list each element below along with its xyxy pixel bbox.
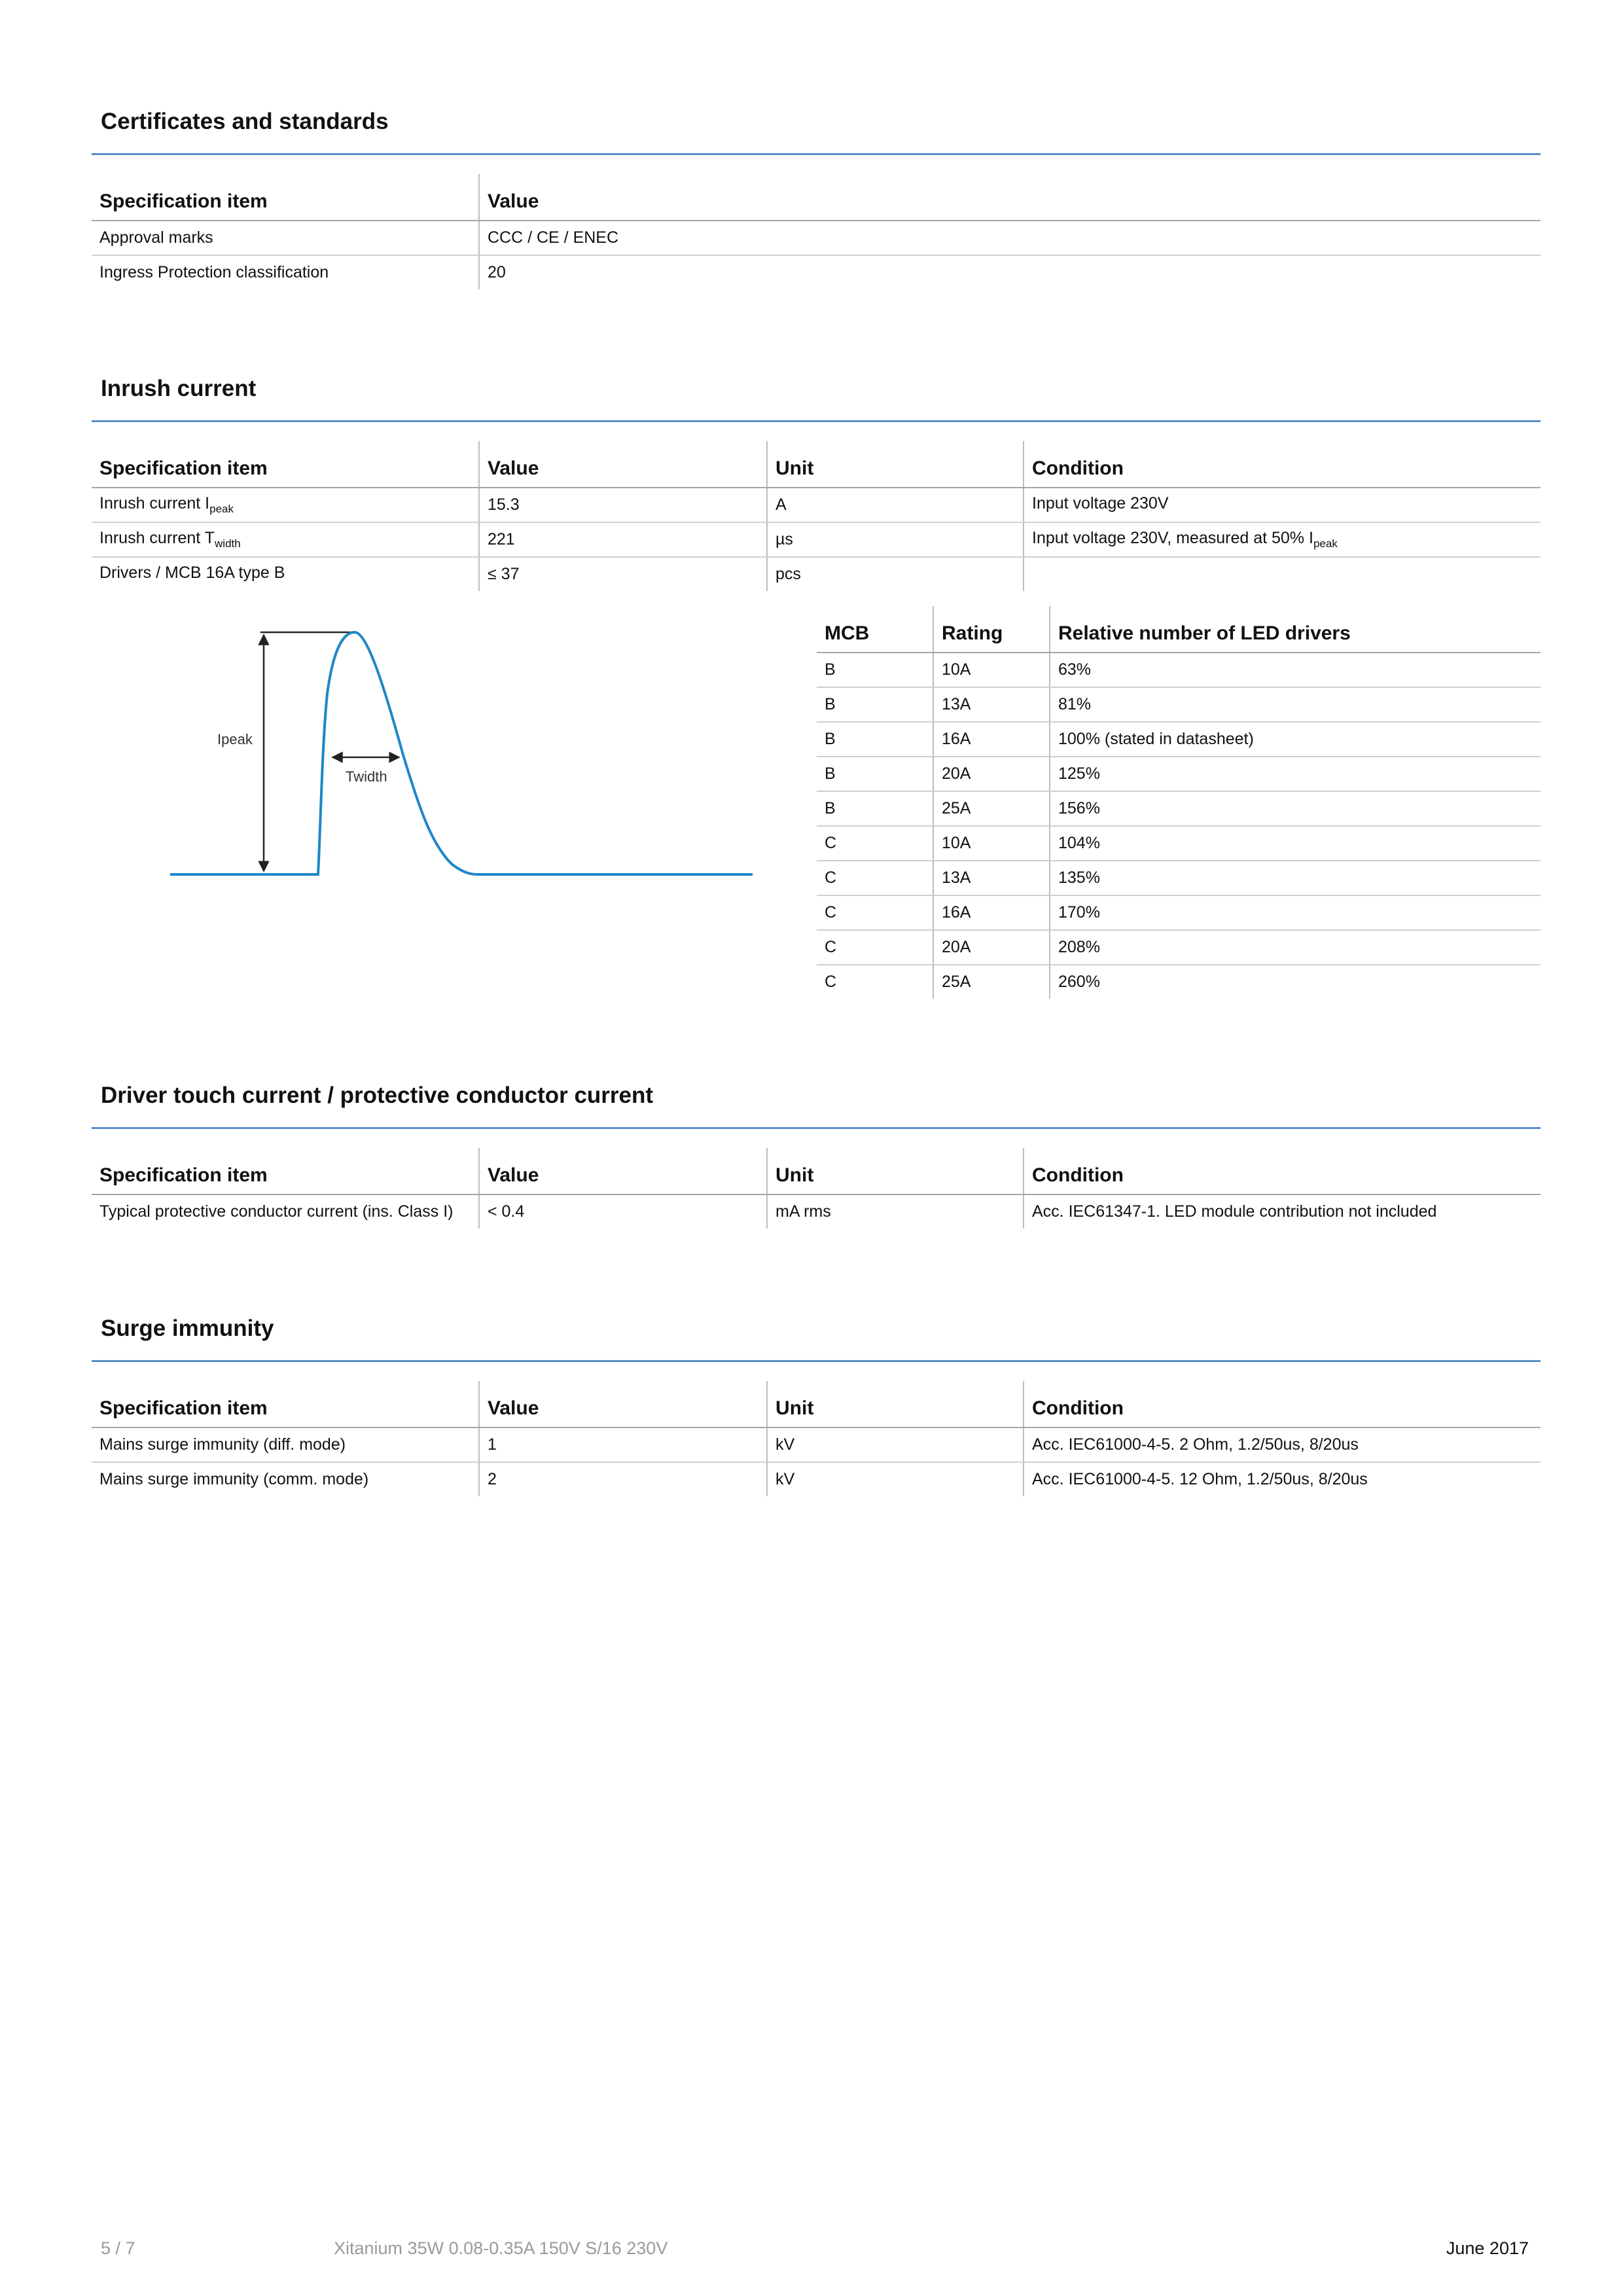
table-row [817,653,1541,687]
header-specification-item: Specification item [92,441,479,488]
table-header-row [92,1381,1541,1427]
cell-mcb: C [817,861,933,895]
cell-mcb: B [817,757,933,791]
cell-value: 15.3 [479,488,767,522]
table-row [817,826,1541,861]
header-mcb: MCB [817,606,933,653]
cell-rating: 10A [933,653,1050,687]
cell-rating: 16A [933,722,1050,757]
cell-unit: kV [767,1462,1024,1496]
section-divider [92,1360,1541,1362]
table-header-row [817,606,1541,653]
cell-unit: µs [767,522,1024,557]
cell-rating: 10A [933,826,1050,861]
cell-value: 221 [479,522,767,557]
cell-value: CCC / CE / ENEC [479,221,1541,255]
cell-rating: 20A [933,757,1050,791]
cell-relative: 208% [1050,930,1541,965]
cell-mcb: B [817,653,933,687]
cell-relative: 81% [1050,687,1541,722]
header-specification-item: Specification item [92,174,479,221]
header-value: Value [479,441,767,488]
certificates-table [92,174,1541,289]
cell-condition: Input voltage 230V [1024,488,1541,522]
table-row [92,1462,1541,1496]
table-row [92,522,1541,557]
header-condition: Condition [1024,1148,1541,1194]
cell-mcb: B [817,722,933,757]
cell-unit: pcs [767,557,1024,591]
header-value: Value [479,174,1541,221]
cell-relative: 63% [1050,653,1541,687]
subscript: peak [209,503,234,515]
cell-item: Inrush current $I_{peak}$ [92,488,479,522]
cell-item: Approval marks [92,221,479,255]
cell-relative: 100% (stated in datasheet) [1050,722,1541,757]
cell-unit: A [767,488,1024,522]
footer-product-name: Xitanium 35W 0.08-0.35A 150V S/16 230V [334,2238,668,2258]
cell-item: Mains surge immunity (comm. mode) [99,1470,369,1488]
section-divider [92,420,1541,422]
table-row [817,861,1541,895]
cell-rating: 16A [933,895,1050,930]
cell-relative: 156% [1050,791,1541,826]
table-header-row [92,174,1541,221]
header-condition: Condition [1024,441,1541,488]
table-row [817,687,1541,722]
header-value: Value [479,1381,767,1427]
footer-date: June 2017 [1446,2238,1529,2258]
waveform-curve [170,632,753,874]
cell-relative: 125% [1050,757,1541,791]
cell-value: 20 [479,255,1541,289]
table-row [92,255,1541,289]
header-unit: Unit [767,441,1024,488]
cell-condition: Acc. IEC61000-4-5. 2 Ohm, 1.2/50us, 8/20us [1024,1427,1541,1462]
table-row [817,757,1541,791]
table-row [92,488,1541,522]
touch-current-table [92,1148,1541,1229]
cell-mcb: C [817,930,933,965]
cell-item: Inrush current $T_{width}$ [92,522,479,557]
cell-unit: kV [767,1427,1024,1462]
cell-rating: 25A [933,965,1050,999]
table-row [817,965,1541,999]
table-header-row [92,1148,1541,1194]
table-row [817,722,1541,757]
cell-rating: 25A [933,791,1050,826]
section-divider [92,153,1541,155]
section-title: Inrush current [101,376,257,401]
cell-condition: Acc. IEC61000-4-5. 12 Ohm, 1.2/50us, 8/20us [1024,1462,1541,1496]
cell-relative: 260% [1050,965,1541,999]
cell-value: 2 [479,1462,767,1496]
cell-item: Drivers / MCB 16A type B [99,564,285,582]
cell-relative: 135% [1050,861,1541,895]
table-row [92,557,1541,591]
twidth-label: Twidth [346,768,387,785]
header-unit: Unit [767,1381,1024,1427]
inrush-waveform-diagram [164,615,766,890]
cell-value: ≤ 37 [479,557,767,591]
cell-relative: 104% [1050,826,1541,861]
cell-rating: 20A [933,930,1050,965]
header-specification-item: Specification item [92,1381,479,1427]
cell-item: Mains surge immunity (diff. mode) [92,1427,479,1462]
cell-mcb: C [825,973,837,991]
header-condition: Condition [1024,1381,1541,1427]
inrush-table [92,441,1541,591]
cell-condition: Acc. IEC61347-1. LED module contribution not included [1024,1194,1541,1229]
ipeak-label: Ipeak [217,731,253,747]
cell-value: 1 [479,1427,767,1462]
cell-unit: mA rms [767,1194,1024,1229]
header-specification-item: Specification item [92,1148,479,1194]
subscript: peak [1313,537,1338,550]
subscript: width [215,537,241,550]
cell-item: Ingress Protection classification [99,263,329,281]
section-title: Driver touch current / protective conductor current [101,1083,654,1108]
cell-mcb: B [817,791,933,826]
cell-value: < 0.4 [479,1194,767,1229]
section-title: Surge immunity [101,1316,274,1341]
table-row [92,1194,1541,1229]
cell-rating: 13A [933,687,1050,722]
cell-mcb: B [817,687,933,722]
header-value: Value [479,1148,767,1194]
mcb-table [817,606,1541,999]
table-row [92,1427,1541,1462]
header-relative-number: Relative number of LED drivers [1050,606,1541,653]
cell-item: Typical protective conductor current (ins. Class I) [99,1202,454,1221]
table-row [817,930,1541,965]
header-rating: Rating [933,606,1050,653]
cell-relative: 170% [1050,895,1541,930]
cell-condition [1024,557,1541,591]
cell-condition: Input voltage 230V, measured at 50% $I_{peak}$ [1024,522,1541,557]
footer-page-number: 5 / 7 [101,2238,135,2258]
table-row [817,791,1541,826]
table-row [817,895,1541,930]
cell-rating: 13A [933,861,1050,895]
header-unit: Unit [767,1148,1024,1194]
section-divider [92,1127,1541,1129]
cell-mcb: C [817,826,933,861]
section-title: Certificates and standards [101,109,389,134]
surge-immunity-table [92,1381,1541,1496]
cell-mcb: C [817,895,933,930]
table-header-row [92,441,1541,488]
table-row [92,221,1541,255]
